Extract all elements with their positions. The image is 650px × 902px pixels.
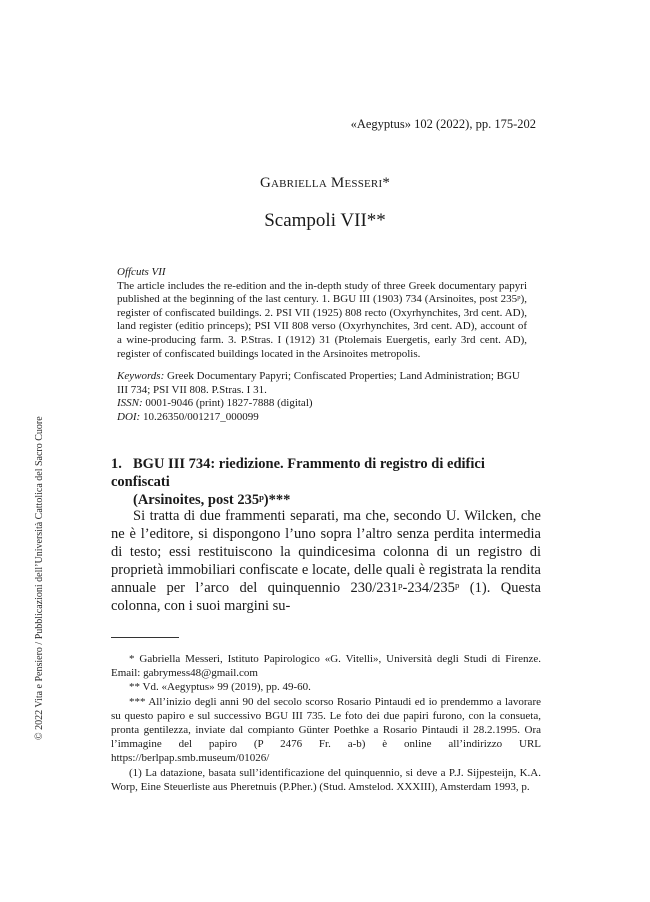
footnote-acknowledgement: *** All’inizio degli anni 90 del secolo scorso Rosario Pintaudi ed io prendemmo a lavorare su questo papiro e sul successivo BGU III 735. Le foto dei due papiri furono, con la consueta, pronta gentilezza, inviate dal compianto Günter Poethke a Rosario Pintaudi il 28.2.1995. Ora l’immagine del papiro (P 2476 Fr. a-b) è online all’indirizzo URL https://berlpap.smb.museum/01026/ — [111, 695, 541, 765]
issn-line — [117, 397, 527, 411]
section-heading — [111, 455, 541, 509]
article-title: Scampoli VII** — [264, 210, 386, 231]
keywords-label: Keywords: — [117, 370, 165, 382]
section-number: 1. — [111, 456, 122, 472]
journal-reference: «Aegyptus» 102 (2022), pp. 175-202 — [350, 117, 536, 131]
author-name: Gabriella Messeri* — [259, 175, 391, 191]
abstract-english-title: Offcuts VII — [117, 266, 166, 278]
copyright-notice: © 2022 Vita e Pensiero / Pubblicazioni dell’Università Cattolica del Sacro Cuore — [34, 416, 45, 740]
footnote-author: * Gabriella Messeri, Istituto Papirologico «G. Vitelli», Università degli Studi di Firenze. Email: gabrymess48@gmail.com — [111, 653, 541, 680]
doi-line — [117, 411, 527, 425]
section-heading-line-2: (Arsinoites, post 235ᵖ)*** — [133, 492, 291, 508]
footnote-1: (1) La datazione, basata sull’identificazione del quinquennio, si deve a P.J. Sijpesteijn, K.A. Worp, Eine Steuerliste aus Pheretnuis (P.Pher.) (Stud. Amstelod. XXXIII), Amsterdam 1993, p. — [111, 766, 541, 793]
footnotes — [111, 652, 541, 794]
section-heading-line-1 — [111, 455, 541, 491]
body-paragraph: Si tratta di due frammenti separati, ma che, secondo U. Wilcken, che ne è l’editore, si dispongono l’uno sopra l’altro senza perdita intermedia di testo; essi restituiscono la quindicesima colonna di un registro di proprietà immobiliari confiscate e locate, delle quali è registrata la rendita annuale per l’arco del quinquennio 230/231ᵖ-234/235ᵖ (1). Questa colonna, con i suoi margini su- — [111, 508, 541, 614]
abstract-text: The article includes the re-edition and the in-depth study of three Greek documentary papyri published at the beginning of the last century. 1. BGU III (1903) 734 (Arsinoites, post 235ᵖ), register of confiscated buildings. 2. PSI VII (1925) 808 recto (Oxyrhynchites, 3rd cent. AD), land register (editio princeps); PSI VII 808 verso (Oxyrhynchites, 3rd cent. AD), account of a wine-producing farm. 3. P.Stras. I (1912) 31 (Ptolemais Euergetis, early 3rd cent. AD), register of confiscated buildings located in the Arsinoites metropolis. — [117, 279, 527, 360]
section-heading-text-1: BGU III 734: riedizione. Frammento di registro di edifici confiscati — [111, 456, 485, 490]
issn-value: 0001-9046 (print) 1827-7888 (digital) — [145, 397, 313, 410]
keywords-value: Greek Documentary Papyri; Confiscated Properties; Land Administration; BGU III 734; PSI VII 808. P.Stras. I 31. — [117, 370, 520, 396]
issn-label: ISSN: — [117, 397, 143, 410]
doi-label: DOI: — [117, 410, 141, 423]
doi-value: 10.26350/001217_000099 — [142, 410, 259, 423]
article-metadata — [117, 370, 527, 424]
footnote-series: ** Vd. «Aegyptus» 99 (2019), pp. 49-60. — [129, 681, 311, 694]
abstract — [117, 266, 527, 361]
footnote-divider — [111, 637, 179, 638]
keywords-line — [117, 370, 527, 397]
